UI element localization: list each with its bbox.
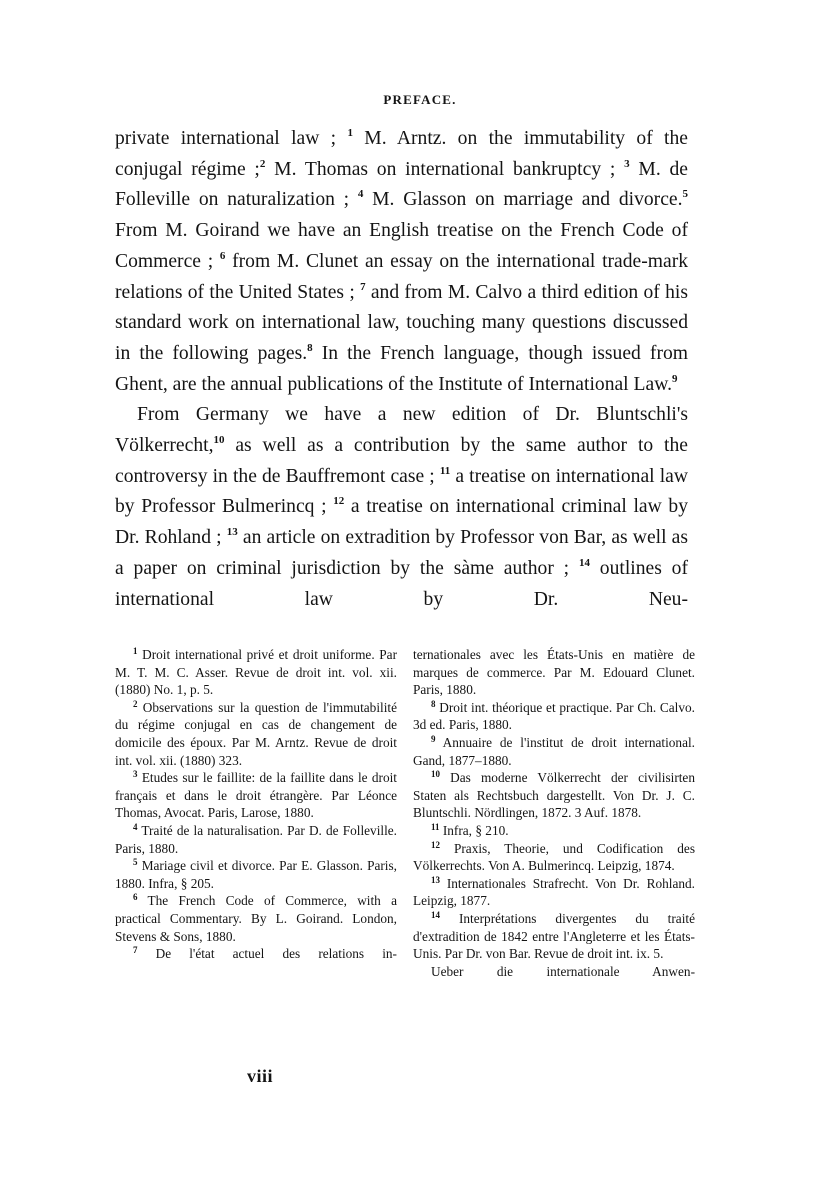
footnote-ref: 4	[357, 188, 364, 201]
footnote-number: 9	[431, 733, 436, 744]
footnote-text: Praxis, Theorie, und Codification des Völkerrechts. Von A. Bulmerincq. Leipzig, 1874.	[413, 840, 695, 874]
text-run: a treatise on international law by Professor Bulmerincq ;	[115, 465, 688, 518]
footnote-number: 11	[431, 821, 440, 832]
footnote-11	[413, 822, 695, 840]
footnote-5	[115, 857, 397, 892]
footnote-number: 10	[431, 769, 440, 780]
footnote-14	[413, 910, 695, 963]
footnote-2	[115, 699, 397, 769]
footnote-ref: 13	[226, 526, 238, 539]
text-run: From Germany we have a new edition of Dr. Bluntschli's Völkerrecht,	[115, 404, 688, 457]
footnote-ref: 10	[213, 434, 225, 447]
footnotes-left-column	[115, 646, 397, 980]
page-number: viii	[246, 1066, 273, 1086]
footnote-text: De l'état actuel des relations in-	[137, 946, 397, 962]
footnote-number: 1	[133, 646, 138, 656]
footnote-number: 12	[431, 839, 440, 850]
footnote-number: 5	[133, 857, 138, 868]
text-run: as well as a contribution by the same author to the controversy in the de Bauffremont case ;	[115, 435, 688, 487]
footnote-text: Mariage civil et divorce. Par E. Glasson. Paris, 1880. Infra, § 205.	[115, 858, 397, 891]
text-run: and from M. Calvo a third edition of his standard work on international law, touching many questions discussed in the following pages.	[115, 281, 688, 364]
footnote-ref: 2	[259, 157, 266, 170]
footnote-number: 13	[431, 874, 440, 885]
footnote-text: The French Code of Commerce, with a practical Commentary. By L. Goirand. London, Stevens & Sons, 1880.	[115, 893, 397, 944]
footnote-10	[413, 769, 695, 822]
footnote-number: 4	[133, 821, 138, 832]
footnote-ref: 1	[347, 127, 353, 139]
footnote-ref: 8	[307, 341, 313, 354]
text-run: outlines of international law by Dr. Neu-	[115, 557, 688, 610]
footnote-text: Observations sur la question de l'immutabilité du régime conjugal en cas de changement de domicile des époux. Par M. Arntz. Revue de droit int. vol. xii. (1880) 323.	[115, 699, 397, 768]
footnote-13	[413, 875, 695, 910]
footnote-12	[413, 840, 695, 875]
footnote-ref: 6	[219, 249, 226, 262]
footnote-number: 3	[133, 769, 138, 780]
footnote-text: Interprétations divergentes du traité d'extradition de 1842 entre l'Angleterre et les États-Unis. Par Dr. von Bar. Revue de droit int. ix. 5.	[413, 910, 695, 962]
footnote-number: 8	[431, 698, 436, 709]
footnote-1	[115, 646, 397, 699]
body-text	[115, 124, 688, 615]
footnote-ref: 11	[439, 464, 451, 477]
footnote-ref: 5	[682, 188, 688, 201]
text-run: M. Thomas on international bankruptcy ;	[265, 158, 625, 180]
footnote-text: Traité de la naturalisation. Par D. de Folleville. Paris, 1880.	[115, 822, 397, 856]
footnote-6	[115, 892, 397, 945]
text-run: M. Glasson on marriage and divorce.	[363, 189, 683, 211]
footnote-number: 2	[133, 698, 138, 709]
text-run: In the French language, though issued from Ghent, are the annual publications of the Institute of International Law.	[115, 342, 689, 395]
footnote-4	[115, 822, 397, 857]
footnote-ref: 14	[578, 556, 590, 569]
footnote-text: Droit int. théorique et practique. Par Ch. Calvo. 3d ed. Paris, 1880.	[413, 699, 695, 733]
footnotes-right-column	[413, 646, 695, 980]
footnote-text: Das moderne Völkerrecht der civilisirten Staten als Rechtsbuch dargestellt. Von Dr. J. C. Bluntschli. Nördlingen, 1872. 3 Auf. 1878.	[413, 770, 695, 821]
text-run: M. de Folleville on naturalization ;	[115, 158, 688, 211]
footnote-ref: 7	[360, 280, 366, 293]
footnotes-right-list	[413, 699, 695, 963]
footnote-text: Droit international privé et droit uniforme. Par M. T. M. C. Asser. Revue de droit int. vol. xii. (1880) No. 1, p. 5.	[115, 647, 397, 698]
footnote-number: 6	[133, 892, 138, 903]
footnote-ref: 3	[624, 157, 630, 170]
footnote-15-start: Ueber die internationale Anwen-	[431, 963, 695, 979]
footnote-7	[115, 945, 397, 963]
footnote-number: 14	[431, 909, 440, 920]
paragraph-1	[115, 124, 688, 400]
footnote-text: Annuaire de l'institut de droit international. Gand, 1877–1880.	[413, 734, 695, 768]
footnote-text: Internationales Strafrecht. Von Dr. Rohland. Leipzig, 1877.	[413, 875, 695, 909]
footnote-7-continuation: ternationales avec les États-Unis en matière de marques de commerce. Par M. Edouard Clunet. Paris, 1880.	[413, 647, 695, 698]
footnote-9	[413, 734, 695, 769]
footnote-ref: 12	[333, 495, 345, 508]
text-run: private international law ;	[115, 128, 348, 149]
footnotes	[115, 646, 695, 980]
footnote-text: Etudes sur le faillite: de la faillite dans le droit français et dans le droit étrangère. Par Léonce Thomas, Avocat. Paris, Larose, 1880.	[115, 770, 397, 821]
text-run: from M. Clunet an essay on the international trade-mark relations of the United States ;	[115, 250, 689, 303]
footnote-number: 7	[133, 945, 138, 956]
text-run: an article on extradition by Professor von Bar, as well as a paper on criminal jurisdiction by the sàme author ;	[115, 527, 689, 579]
text-run: M. Arntz. on the immutability of the conjugal régime ;	[115, 128, 688, 180]
footnote-3	[115, 769, 397, 822]
text-run: a treatise on international criminal law by Dr. Rohland ;	[115, 496, 689, 549]
running-head: PREFACE.	[383, 92, 457, 107]
footnote-8	[413, 699, 695, 734]
text-run: From M. Goirand we have an English treatise on the French Code of Commerce ;	[115, 220, 688, 272]
footnote-ref: 9	[671, 372, 678, 385]
paragraph-2	[115, 400, 688, 615]
footnote-text: Infra, § 210.	[439, 822, 509, 838]
